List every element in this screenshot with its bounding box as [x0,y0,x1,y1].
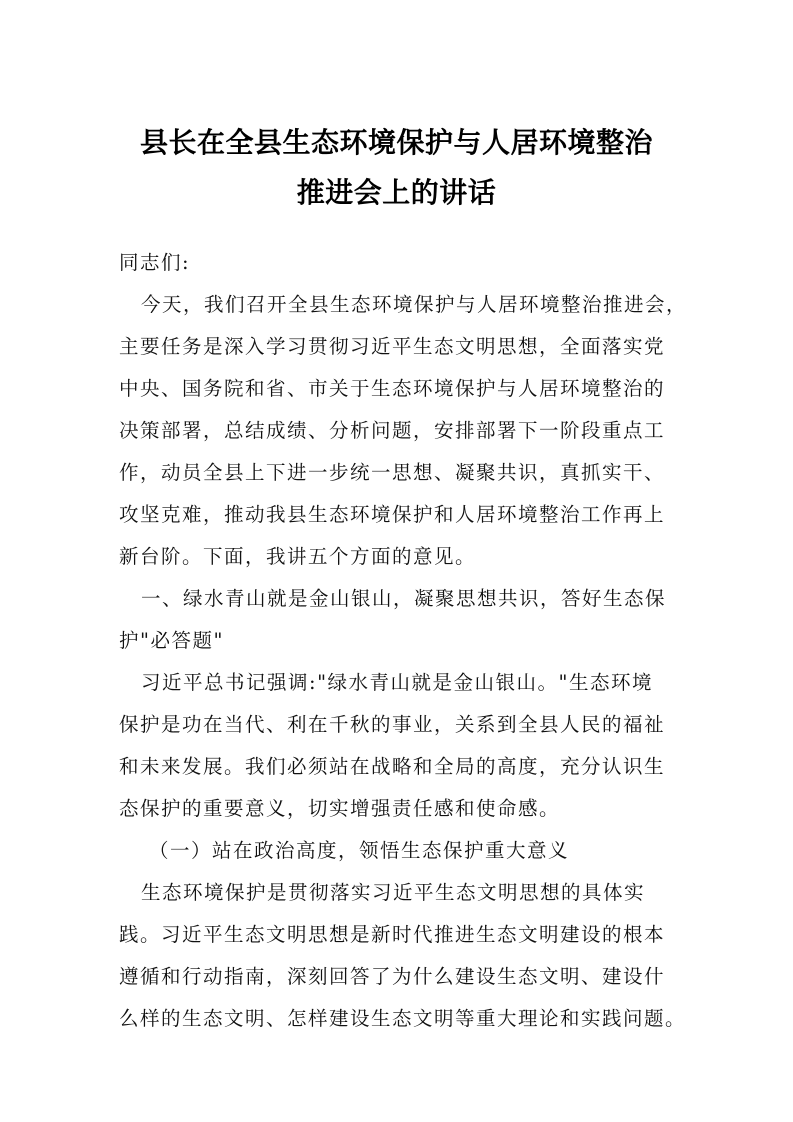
paragraph-line: 作，动员全县上下进一步统一思想、凝聚共识，真抓实干、 [119,461,666,484]
section-heading-line: 护"必答题" [119,629,224,652]
paragraph-line: 保护是功在当代、利在千秋的事业，关系到全县人民的福祉 [119,713,666,736]
paragraph-line: 攻坚克难，推动我县生态环境保护和人居环境整治工作再上 [119,503,666,526]
paragraph-line: 习近平总书记强调:"绿水青山就是金山银山。"生态环境 [141,671,654,694]
document-title-line-1: 县长在全县生态环境保护与人居环境整治 [139,126,653,159]
section-heading-line: 一、绿水青山就是金山银山，凝聚思想共识，答好生态保 [141,587,667,610]
paragraph-line: 新台阶。下面，我讲五个方面的意见。 [119,545,477,568]
paragraph-line: 主要任务是深入学习贯彻习近平生态文明思想，全面落实党 [119,335,666,358]
paragraph-line: 么样的生态文明、怎样建设生态文明等重大理论和实践问题。 [119,1007,687,1030]
paragraph-line: 和未来发展。我们必须站在战略和全局的高度，充分认识生 [119,755,666,778]
salutation: 同志们: [119,251,191,274]
document-body [119,242,688,1040]
subsection-heading: （一）站在政治高度，领悟生态保护重大意义 [149,839,570,862]
document-title-line-2: 推进会上的讲话 [296,176,497,209]
paragraph-line: 今天，我们召开全县生态环境保护与人居环境整治推进会， [141,293,688,316]
paragraph-line: 决策部署，总结成绩、分析问题，安排部署下一阶段重点工 [119,419,666,442]
paragraph-line: 践。习近平生态文明思想是新时代推进生态文明建设的根本 [119,923,666,946]
paragraph-line: 遵循和行动指南，深刻回答了为什么建设生态文明、建设什 [119,965,666,988]
paragraph-line: 态保护的重要意义，切实增强责任感和使命感。 [119,797,561,820]
paragraph-line: 生态环境保护是贯彻落实习近平生态文明思想的具体实 [141,881,646,904]
paragraph-line: 中央、国务院和省、市关于生态环境保护与人居环境整治的 [119,377,666,400]
